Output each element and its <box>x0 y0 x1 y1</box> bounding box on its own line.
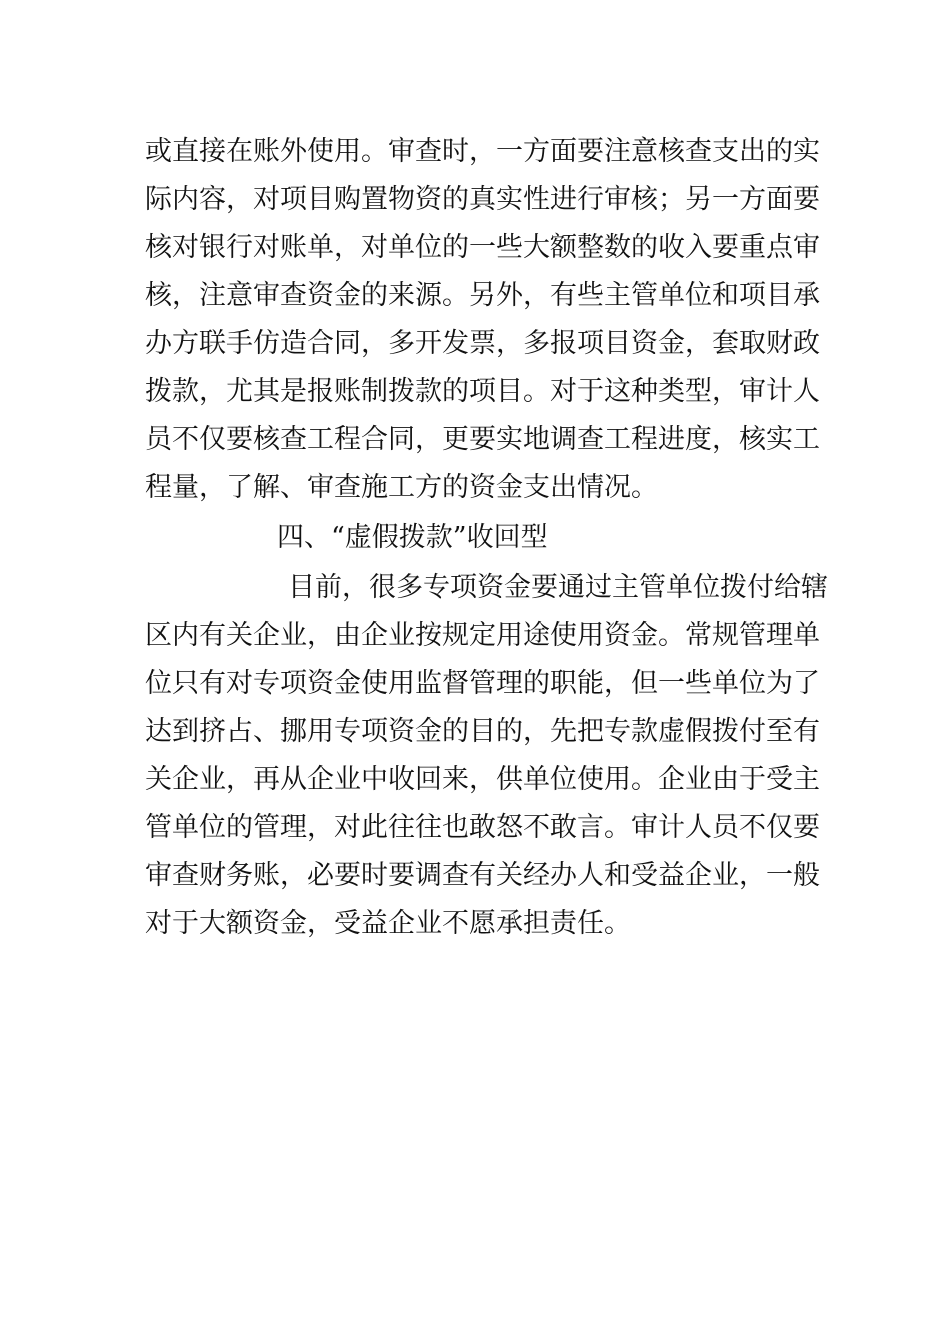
paragraph-line: 核对银行对账单，对单位的一些大额整数的收入要重点审 <box>145 232 820 263</box>
paragraph-line: 区内有关企业，由企业按规定用途使用资金。常规管理单 <box>145 620 820 651</box>
paragraph-first-line: 目前，很多专项资金要通过主管单位拨付给辖 <box>288 572 828 603</box>
paragraph-line: 对于大额资金，受益企业不愿承担责任。 <box>145 908 631 939</box>
paragraph-line: 程量，了解、审查施工方的资金支出情况。 <box>145 472 658 503</box>
paragraph-line: 办方联手仿造合同，多开发票，多报项目资金，套取财政 <box>145 328 820 359</box>
paragraph-line: 拨款，尤其是报账制拨款的项目。对于这种类型，审计人 <box>145 376 820 407</box>
paragraph-line: 核，注意审查资金的来源。另外，有些主管单位和项目承 <box>145 280 820 311</box>
paragraph-line: 管单位的管理，对此往往也敢怒不敢言。审计人员不仅要 <box>145 812 820 843</box>
paragraph-line: 审查财务账，必要时要调查有关经办人和受益企业，一般 <box>145 860 820 891</box>
paragraph-line: 或直接在账外使用。审查时，一方面要注意核查支出的实 <box>145 136 820 167</box>
paragraph-line: 达到挤占、挪用专项资金的目的，先把专款虚假拨付至有 <box>145 716 820 747</box>
paragraph-line: 位只有对专项资金使用监督管理的职能，但一些单位为了 <box>145 668 820 699</box>
paragraph-line: 员不仅要核查工程合同，更要实地调查工程进度，核实工 <box>145 424 820 455</box>
paragraph-line: 关企业，再从企业中收回来，供单位使用。企业由于受主 <box>145 764 820 795</box>
paragraph-line: 际内容，对项目购置物资的真实性进行审核；另一方面要 <box>145 184 820 215</box>
section-heading: 四、“虚假拨款”收回型 <box>277 522 548 553</box>
